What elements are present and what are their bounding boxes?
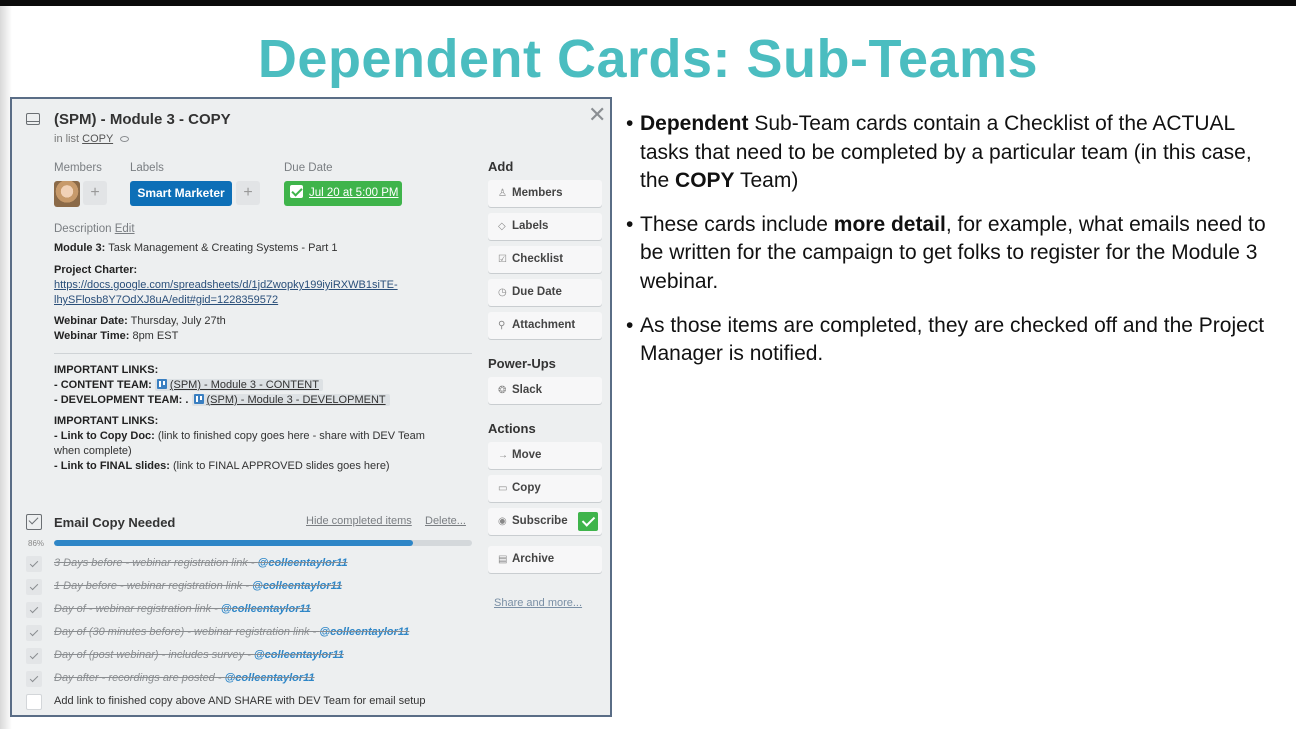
checklist-item-text: 1 Day before - webinar registration link - xyxy=(54,580,253,592)
bullet-3-text: As those items are completed, they are checked off and the Project Manager is notified. xyxy=(640,313,1265,366)
checklist-item-mention[interactable]: @colleentaylor11 xyxy=(253,649,344,661)
content-team-label: - CONTENT TEAM: xyxy=(54,379,152,391)
delete-checklist-link[interactable]: Delete... xyxy=(425,515,466,527)
checklist-item-mention[interactable]: @colleentaylor11 xyxy=(319,626,410,638)
eye-icon: ◉ xyxy=(498,516,507,527)
bullet-item-3 xyxy=(626,312,1286,369)
dev-team-line xyxy=(54,394,390,406)
checklist-item-mention[interactable]: @colleentaylor11 xyxy=(220,603,311,615)
sidebar-members-label: Members xyxy=(512,187,563,199)
sidebar-move-label: Move xyxy=(512,449,542,461)
checklist-item-text: 3 Days before - webinar registration link - xyxy=(54,557,258,569)
powerups-heading: Power-Ups xyxy=(488,356,556,371)
eye-icon xyxy=(120,136,129,142)
members-label: Members xyxy=(54,162,102,174)
sidebar-slack-label: Slack xyxy=(512,384,543,396)
checklist-item[interactable] xyxy=(54,626,409,638)
in-list-prefix: in list xyxy=(54,133,80,145)
important-links-heading-2 xyxy=(54,415,158,427)
slack-icon: ❂ xyxy=(498,385,507,396)
bullet-1-text: Sub-Team cards contain a Checklist of the ACTUAL tasks that need to be completed by a particular team (in this case, the xyxy=(640,112,1252,193)
edit-description-link[interactable]: Edit xyxy=(114,223,135,235)
bullet-2-text: These cards include xyxy=(640,212,834,236)
final-slides-line xyxy=(54,460,390,472)
top-border xyxy=(0,0,1296,6)
trello-icon xyxy=(194,394,204,404)
checklist-item-text: Add link to finished copy above AND SHARE with DEV Team for email setup xyxy=(54,695,426,707)
card-icon xyxy=(26,113,40,125)
webinar-date-label: Webinar Date: xyxy=(54,315,128,327)
clock-icon: ◷ xyxy=(498,287,507,298)
important-links-1: IMPORTANT LINKS: xyxy=(54,364,159,376)
sidebar-attachment-button[interactable] xyxy=(488,312,602,339)
checklist-item-checkbox[interactable] xyxy=(26,671,42,687)
trello-icon xyxy=(157,379,167,389)
checklist-item-checkbox[interactable] xyxy=(26,694,42,710)
checklist-progress-bar xyxy=(54,540,472,546)
checklist-item-checkbox[interactable] xyxy=(26,648,42,664)
sidebar-archive-label: Archive xyxy=(512,553,555,565)
copy-doc-text: (link to finished copy goes here - share with DEV Team xyxy=(154,430,425,442)
sidebar-checklist-button[interactable] xyxy=(488,246,602,273)
checklist-item-mention[interactable]: @colleentaylor11 xyxy=(257,557,348,569)
final-slides-text: (link to FINAL APPROVED slides goes here) xyxy=(169,460,390,472)
checklist-item-text: Day after - recordings are posted - xyxy=(54,672,225,684)
checklist-item-checkbox[interactable] xyxy=(26,556,42,572)
sidebar-members-button[interactable] xyxy=(488,180,602,207)
slide-title: Dependent Cards: Sub-Teams xyxy=(257,29,1039,89)
sidebar-labels-label: Labels xyxy=(512,220,549,232)
webinar-date-line xyxy=(54,315,226,327)
checklist-item-mention[interactable]: @colleentaylor11 xyxy=(252,580,343,592)
copy-doc-label: - Link to Copy Doc: xyxy=(54,430,155,442)
desc-charter-label xyxy=(54,264,137,276)
content-team-card-link[interactable] xyxy=(155,379,323,391)
due-complete-checkbox[interactable] xyxy=(290,185,303,198)
sidebar-slack-button[interactable] xyxy=(488,377,602,404)
card-title[interactable]: (SPM) - Module 3 - COPY xyxy=(54,111,231,128)
sidebar-copy-label: Copy xyxy=(512,482,541,494)
sidebar-subscribe-label: Subscribe xyxy=(512,515,568,527)
card-copy-icon: ▭ xyxy=(498,483,508,494)
actions-heading: Actions xyxy=(488,421,536,436)
desc-module-line xyxy=(54,242,337,254)
bullet-1-bold-2: COPY xyxy=(675,169,735,193)
checklist-progress-percent: 86% xyxy=(28,539,45,548)
checklist-icon xyxy=(26,514,42,530)
list-name-link[interactable]: COPY xyxy=(82,133,114,145)
charter-link-line-2[interactable]: lhySFlosb8Y7OdXJ8uA/edit#gid=1228359572 xyxy=(54,294,279,306)
checklist-item[interactable] xyxy=(54,557,348,569)
desc-module-text: Task Management & Creating Systems - Part 1 xyxy=(105,242,338,254)
due-date-text: Jul 20 at 5:00 PM xyxy=(309,187,399,199)
checklist-item[interactable] xyxy=(54,580,342,592)
checklist-item-checkbox[interactable] xyxy=(26,579,42,595)
webinar-date-value: Thursday, July 27th xyxy=(127,315,226,327)
important-links-2: IMPORTANT LINKS: xyxy=(54,415,159,427)
archive-icon: ▤ xyxy=(498,554,508,565)
webinar-time-label: Webinar Time: xyxy=(54,330,130,342)
hide-completed-link[interactable]: Hide completed items xyxy=(306,515,412,527)
bullet-item-1 xyxy=(626,110,1286,196)
sidebar-due-date-label: Due Date xyxy=(512,286,562,298)
tag-icon: ◇ xyxy=(498,221,506,232)
label-chip-smart-marketer[interactable]: Smart Marketer xyxy=(130,181,232,206)
checklist-item-mention[interactable]: @colleentaylor11 xyxy=(224,672,315,684)
content-team-line xyxy=(54,379,323,391)
bullet-item-2 xyxy=(626,211,1286,297)
content-team-card-name: (SPM) - Module 3 - CONTENT xyxy=(169,379,319,391)
arrow-right-icon: → xyxy=(498,450,508,461)
labels-label: Labels xyxy=(130,162,164,174)
card-detail-window xyxy=(10,97,612,717)
charter-link-line-1[interactable]: https://docs.google.com/spreadsheets/d/1jdZwopky199iyiRXWB1siTE- xyxy=(54,279,398,291)
checklist-title[interactable]: Email Copy Needed xyxy=(54,515,176,530)
checklist-item[interactable] xyxy=(54,649,344,661)
in-list-line xyxy=(54,133,129,145)
bullet-1-bold: Dependent xyxy=(640,112,749,135)
checklist-item[interactable] xyxy=(54,695,426,707)
sidebar-labels-button[interactable] xyxy=(488,213,602,240)
paperclip-icon: ⚲ xyxy=(498,320,506,331)
bullet-1-text-2: Team) xyxy=(734,169,799,193)
description-divider xyxy=(54,353,472,354)
sidebar-move-button[interactable] xyxy=(488,442,602,469)
checklist-item-checkbox[interactable] xyxy=(26,602,42,618)
checklist-item-text: Day of (post webinar) - includes survey - xyxy=(54,649,254,661)
sidebar-copy-button[interactable] xyxy=(488,475,602,502)
due-date-chip[interactable] xyxy=(284,181,402,206)
checklist-item-text: Day of (30 minutes before) - webinar registration link - xyxy=(54,626,320,638)
dev-team-card-name: (SPM) - Module 3 - DEVELOPMENT xyxy=(206,394,386,406)
checkbox-icon: ☑ xyxy=(498,254,507,265)
important-links-heading-1 xyxy=(54,364,158,376)
bullet-list xyxy=(626,110,1286,384)
copy-doc-line-2: when complete) xyxy=(54,445,132,457)
subscribed-check-icon xyxy=(578,512,598,531)
description-label: Description xyxy=(54,223,112,235)
person-icon: ♙ xyxy=(498,188,507,199)
sidebar-attachment-label: Attachment xyxy=(512,319,576,331)
webinar-time-line xyxy=(54,330,178,342)
due-date-label: Due Date xyxy=(284,162,333,174)
bullet-2-text-2: , for example, what emails need to be written for the campaign to get folks to register for the Module 3 webinar. xyxy=(640,212,1266,293)
copy-doc-line xyxy=(54,430,425,442)
description-heading xyxy=(54,223,135,235)
checklist-item[interactable] xyxy=(54,603,311,615)
charter-label: Project Charter: xyxy=(54,264,138,276)
add-heading: Add xyxy=(488,159,514,174)
sidebar-archive-button[interactable] xyxy=(488,546,602,573)
sidebar-checklist-label: Checklist xyxy=(512,253,564,265)
sidebar-subscribe-button[interactable] xyxy=(488,508,602,535)
checklist-item-checkbox[interactable] xyxy=(26,625,42,641)
checklist-progress-fill xyxy=(54,540,413,546)
webinar-time-value: 8pm EST xyxy=(129,330,179,342)
dev-team-card-link[interactable] xyxy=(192,394,390,406)
add-member-button[interactable]: + xyxy=(83,181,107,205)
dev-team-label: - DEVELOPMENT TEAM: . xyxy=(54,394,189,406)
close-icon[interactable]: ✕ xyxy=(588,102,607,127)
bullet-2-bold: more detail xyxy=(833,212,946,236)
add-label-button[interactable]: + xyxy=(236,181,260,205)
desc-module-bold: Module 3: xyxy=(54,242,106,254)
share-and-more-link[interactable]: Share and more... xyxy=(494,597,583,609)
sidebar-due-date-button[interactable] xyxy=(488,279,602,306)
checklist-item[interactable] xyxy=(54,672,315,684)
final-slides-label: - Link to FINAL slides: xyxy=(54,460,170,472)
checklist-item-text: Day of - webinar registration link - xyxy=(54,603,221,615)
avatar[interactable] xyxy=(54,181,80,207)
